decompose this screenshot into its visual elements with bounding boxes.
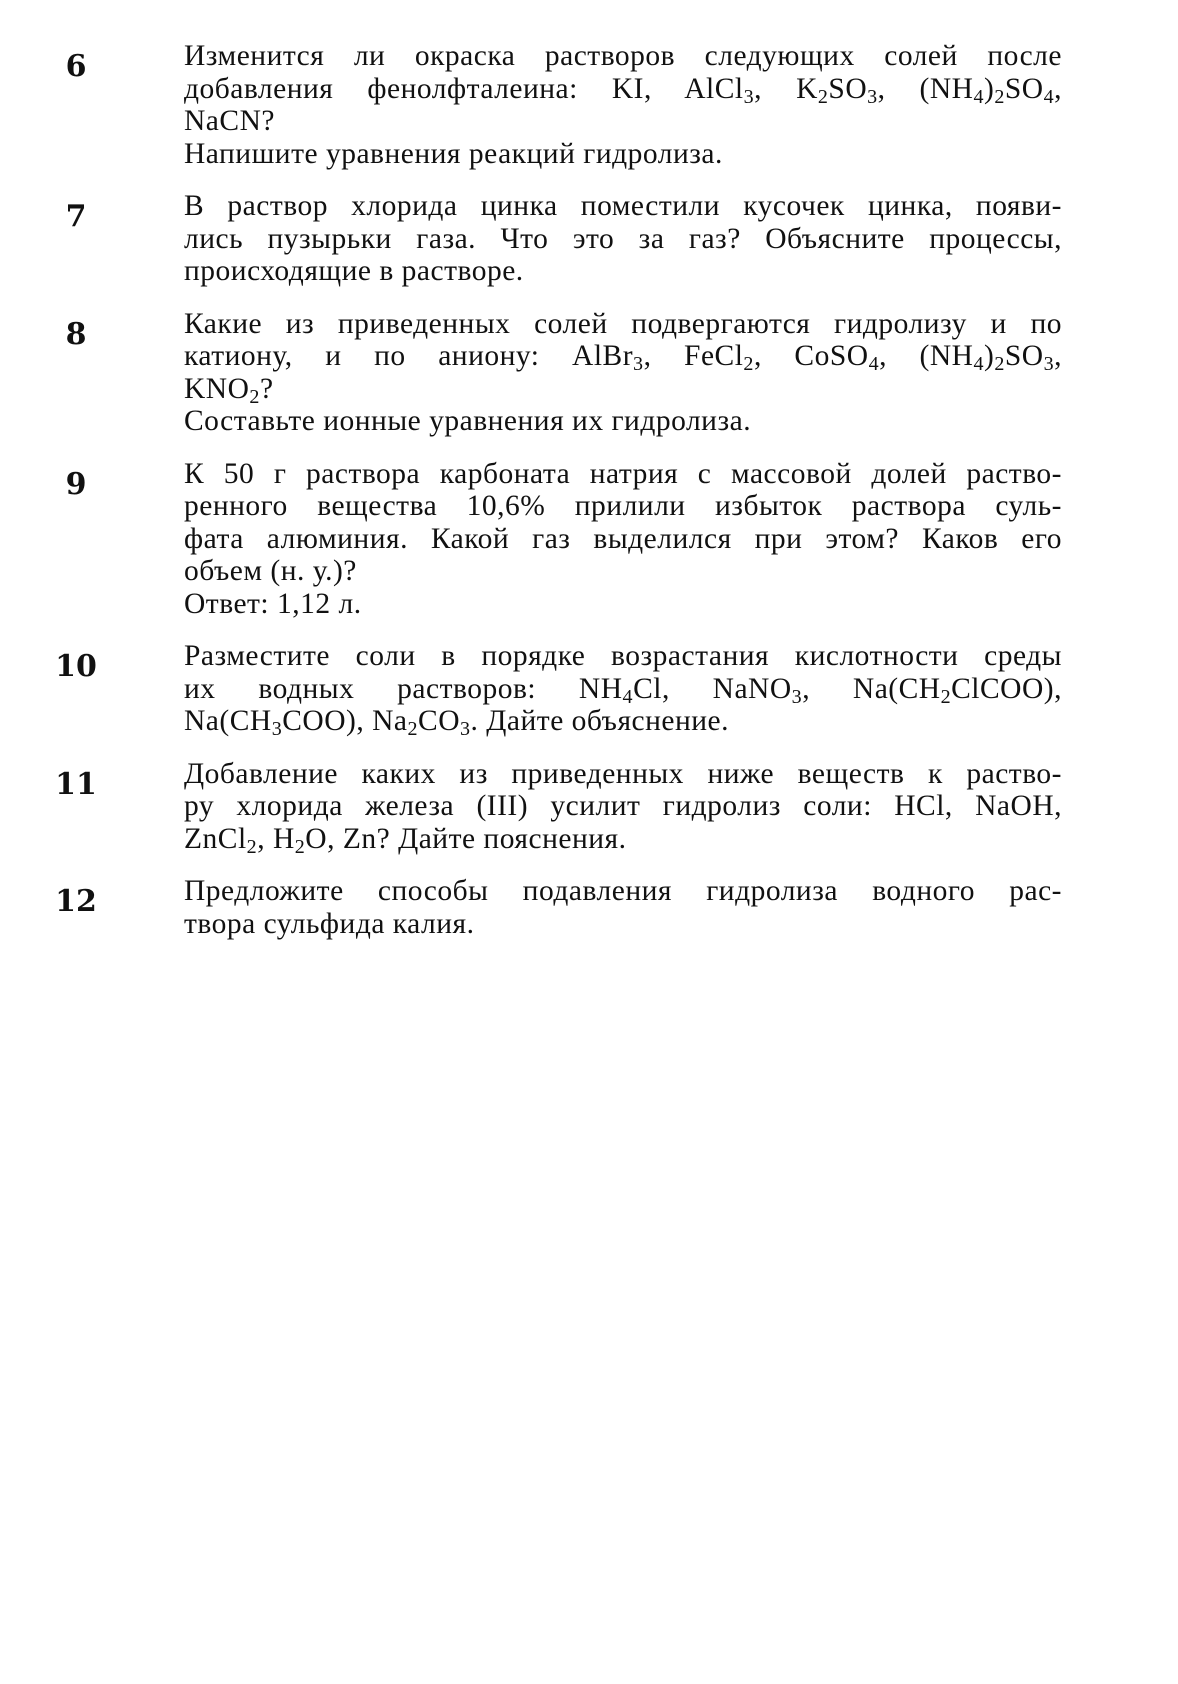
subscript: 2 [249,385,260,408]
text-line: Предложите способы подавления гидролиза водного рас- [184,875,1062,907]
text-line: объем (н. у.)? [184,555,357,587]
problem-number: 6 [65,49,87,84]
subscript: 2 [940,685,952,708]
subscript: 3 [633,353,644,375]
text-line: ренного вещества 10,6% прилили избыток раствора суль- [184,490,1062,522]
subscript: 3 [271,718,283,740]
problem-9 [0,458,1178,621]
problem-6 [0,40,1178,170]
text-line: твора сульфида калия. [184,907,475,940]
subscript: 3 [743,85,755,108]
subscript: 2 [743,353,754,375]
problem-text [184,458,1062,621]
problem-number: 9 [65,466,87,502]
problem-text [184,640,1062,738]
text-line: В раствор хлорида цинка поместили кусочек цинка, появи- [184,190,1062,222]
text-line: ру хлорида железа (III) усилит гидролиз соли: HCl, NaOH, [184,790,1062,822]
subscript: 2 [246,835,258,858]
problem-text [184,40,1062,170]
subscript: 2 [994,85,1005,108]
problem-number: 12 [55,884,97,919]
text-line: NaCN? [184,105,275,137]
subscript: 4 [973,353,985,375]
text-line: Составьте ионные уравнения их гидролиза. [184,405,752,437]
subscript: 3 [1043,353,1055,375]
answer-line: Ответ: 1,12 л. [184,587,362,620]
text-line: Разместите соли в порядке возрастания кислотности среды [184,640,1062,672]
text-line: катиону, и по аниону: AlBr$_3$, FeCl$_2$, CoSO$_4$, $(NH_4)_2SO_3$, [184,340,1063,375]
text-line: К 50 г раствора карбоната натрия с массовой долей раство- [184,457,1062,490]
subscript: 2 [407,718,419,740]
problem-number: 11 [55,766,97,802]
subscript: 4 [622,685,634,708]
text-line: Какие из приведенных солей подвергаются гидролизу и по [184,307,1062,340]
problem-number: 8 [65,316,87,352]
problem-8 [0,308,1178,438]
subscript: 3 [791,685,803,708]
problem-text [184,190,1062,288]
subscript: 4 [868,353,880,375]
text-line: $Na(CH_3COO)$, $Na_2CO_3$. Дайте объяснение. [184,705,730,740]
problem-list [0,40,1178,960]
problem-text [184,308,1062,438]
text-line: Добавление каких из приведенных ниже веществ к раство- [184,757,1062,790]
subscript: 3 [867,85,878,108]
subscript: 2 [994,353,1005,375]
text-line: $KNO_2$? [184,372,274,408]
problem-11 [0,758,1178,856]
subscript: 4 [1043,85,1055,108]
subscript: 4 [973,85,985,108]
problem-7 [0,190,1178,288]
text-line: Напишите уравнения реакций гидролиза. [184,137,723,170]
problem-10 [0,640,1178,738]
subscript: 2 [817,85,829,108]
problem-text [184,758,1062,856]
text-line: их водных растворов: $NH_4Cl$, NaNO$_3$, $Na(CH_2ClCOO)$, [184,672,1062,708]
text-line: лись пузырьки газа. Что это за газ? Объясните процессы, [184,222,1062,255]
problem-number: 10 [55,649,97,684]
text-line: происходящие в растворе. [184,255,524,287]
text-line: ZnCl$_2$, $H_2O$, Zn? Дайте пояснения. [184,822,627,858]
subscript: 2 [294,835,306,858]
text-line: Изменится ли окраска растворов следующих солей после [184,40,1062,72]
problem-12 [0,875,1178,940]
text-line: добавления фенолфталеина: KI, AlCl$_3$, $K_2SO_3$, $(NH_4)_2SO_4$, [184,72,1062,108]
text-line: фата алюминия. Какой газ выделился при этом? Каков его [184,522,1062,555]
problem-number: 7 [65,199,87,234]
problem-text [184,875,1062,940]
subscript: 3 [460,718,471,740]
